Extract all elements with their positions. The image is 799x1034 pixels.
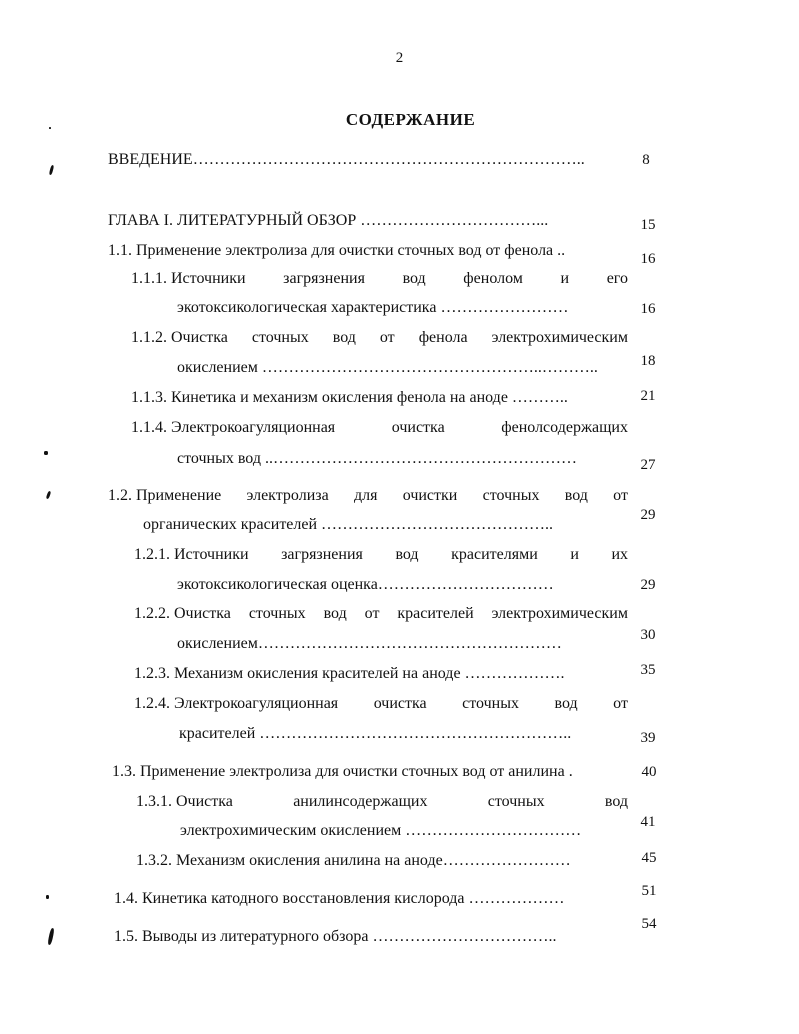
- toc-entry-word: 1.1.1. Источники: [131, 270, 246, 287]
- toc-entry-word: 1.3.1. Очистка: [136, 793, 233, 810]
- toc-entry-1-1-4[interactable]: [131, 418, 628, 438]
- toc-page-number: 30: [640, 627, 656, 643]
- toc-page-number: 29: [640, 507, 656, 523]
- toc-entry-word: вод: [323, 605, 347, 622]
- toc-entry-word: сточных: [462, 695, 519, 712]
- toc-entry-word: сточных: [251, 329, 309, 346]
- toc-page-number: 51: [641, 883, 657, 899]
- toc-entry-word: вод: [604, 793, 628, 810]
- toc-entry-label: 1.1.3. Кинетика и механизм окисления фенола на аноде ………..: [131, 389, 568, 406]
- toc-entry-word: его: [606, 270, 628, 287]
- toc-entry-word: для: [353, 487, 378, 504]
- toc-entry-label: 1.1. Применение электролиза для очистки сточных вод от фенола ..: [108, 242, 566, 259]
- toc-entry-1-3[interactable]: [112, 762, 573, 782]
- toc-entry-1-2[interactable]: [108, 486, 628, 506]
- toc-page-number: 27: [640, 457, 656, 473]
- toc-entry-word: 1.2.4. Электрокоагуляционная: [134, 695, 339, 712]
- scan-speck: [49, 127, 51, 129]
- toc-entry-word: электрохимическим: [491, 605, 628, 622]
- toc-page-number: 8: [642, 152, 650, 168]
- toc-entry-1-1-3[interactable]: [131, 388, 568, 408]
- toc-entry-word: от: [613, 487, 628, 504]
- toc-entry-chapter-1[interactable]: [108, 211, 548, 231]
- toc-entry-continuation: электрохимическим окислением ……………………………: [180, 822, 582, 839]
- toc-entry-1-2-3[interactable]: [134, 664, 565, 684]
- toc-entry-continuation: окислением…………………………………………………: [177, 635, 562, 652]
- toc-page-number: 45: [641, 850, 657, 866]
- scan-speck: [49, 165, 54, 175]
- toc-entry-word: очистка: [391, 419, 445, 436]
- toc-page-number: 16: [640, 251, 656, 267]
- toc-entry-word: красителей: [397, 605, 474, 622]
- toc-entry-word: фенолом: [463, 270, 523, 287]
- toc-entry-word: 1.1.4. Электрокоагуляционная: [131, 419, 336, 436]
- toc-entry-word: вод: [564, 487, 588, 504]
- toc-entry-label: 1.4. Кинетика катодного восстановления кислорода ………………: [114, 890, 565, 907]
- toc-entry-continuation: экотоксикологическая характеристика ……………………: [177, 299, 569, 316]
- toc-entry-word: электролиза: [246, 487, 329, 504]
- toc-entry-1-2-2[interactable]: [134, 604, 628, 624]
- toc-entry-label: ВВЕДЕНИЕ………………………………………………………………..: [108, 151, 585, 168]
- toc-entry-label: 1.3. Применение электролиза для очистки сточных вод от анилина .: [112, 763, 573, 780]
- toc-entry-continuation: органических красителей ……………………………………..: [143, 516, 554, 533]
- toc-entry-word: вод: [554, 695, 578, 712]
- toc-entry-word: вод: [395, 546, 419, 563]
- toc-entry-1-1-1[interactable]: [131, 269, 628, 289]
- toc-entry-1-1[interactable]: [108, 241, 565, 261]
- toc-entry-word: фенолсодержащих: [501, 419, 628, 436]
- toc-entry-1-3-2[interactable]: [136, 851, 571, 871]
- toc-entry-continuation: окислением ……………………………………………..………..: [177, 359, 598, 376]
- scan-speck: [46, 895, 49, 899]
- toc-entry-word: 1.2. Применение: [108, 487, 222, 504]
- toc-page-number: 16: [640, 301, 656, 317]
- toc-page-number: 39: [640, 730, 656, 746]
- toc-entry-word: загрязнения: [283, 270, 365, 287]
- toc-entry-introduction[interactable]: [108, 150, 585, 170]
- toc-page-number: 18: [640, 353, 656, 369]
- toc-entry-word: от: [379, 329, 395, 346]
- toc-page-number: 35: [640, 662, 656, 678]
- toc-entry-1-4[interactable]: [114, 889, 565, 909]
- toc-entry-word: сточных: [487, 793, 545, 810]
- toc-entry-word: от: [364, 605, 380, 622]
- toc-entry-word: сточных: [248, 605, 306, 622]
- toc-page-number: 29: [640, 577, 656, 593]
- page-title: СОДЕРЖАНИЕ: [345, 110, 476, 129]
- toc-entry-word: и: [560, 270, 570, 287]
- toc-entry-1-1-2[interactable]: [131, 328, 628, 348]
- toc-entry-word: сточных: [482, 487, 540, 504]
- toc-entry-1-5[interactable]: [114, 927, 556, 947]
- toc-entry-word: красителями: [451, 546, 538, 563]
- toc-entry-continuation: сточных вод ..…………………………………………………: [177, 450, 577, 467]
- toc-page-number: 54: [641, 916, 657, 932]
- scan-speck: [44, 451, 48, 455]
- toc-entry-word: очистки: [402, 487, 458, 504]
- toc-entry-1-2-1[interactable]: [134, 545, 628, 565]
- toc-entry-word: анилинсодержащих: [293, 793, 428, 810]
- toc-entry-word: вод: [332, 329, 356, 346]
- toc-entry-word: очистка: [373, 695, 427, 712]
- scan-speck: [47, 928, 54, 945]
- toc-entry-word: и: [570, 546, 579, 563]
- toc-entry-word: их: [611, 546, 628, 563]
- toc-entry-continuation: экотоксикологическая оценка……………………………: [177, 576, 554, 593]
- page-number: 2: [395, 50, 404, 66]
- toc-entry-word: 1.2.1. Источники: [134, 546, 249, 563]
- toc-page-number: 41: [640, 814, 656, 830]
- toc-entry-word: 1.1.2. Очистка: [131, 329, 228, 346]
- toc-entry-label: ГЛАВА I. ЛИТЕРАТУРНЫЙ ОБЗОР ……………………………...: [108, 212, 549, 229]
- toc-page-number: 15: [640, 217, 656, 233]
- toc-entry-label: 1.3.2. Механизм окисления анилина на аноде……………………: [136, 852, 571, 869]
- toc-entry-word: 1.2.2. Очистка: [134, 605, 231, 622]
- toc-entry-1-3-1[interactable]: [136, 792, 628, 812]
- toc-page-number: 40: [641, 764, 657, 780]
- toc-entry-continuation: красителей …………………………………………………..: [179, 725, 572, 742]
- toc-entry-word: вод: [402, 270, 426, 287]
- scan-speck: [46, 491, 52, 500]
- toc-entry-1-2-4[interactable]: [134, 694, 628, 714]
- toc-entry-word: от: [613, 695, 628, 712]
- toc-entry-word: фенола: [418, 329, 468, 346]
- toc-entry-label: 1.5. Выводы из литературного обзора ……………………………..: [114, 928, 557, 945]
- toc-entry-word: загрязнения: [281, 546, 363, 563]
- toc-entry-word: электрохимическим: [491, 329, 628, 346]
- toc-page-number: 21: [640, 388, 656, 404]
- toc-entry-label: 1.2.3. Механизм окисления красителей на аноде ……………….: [134, 665, 565, 682]
